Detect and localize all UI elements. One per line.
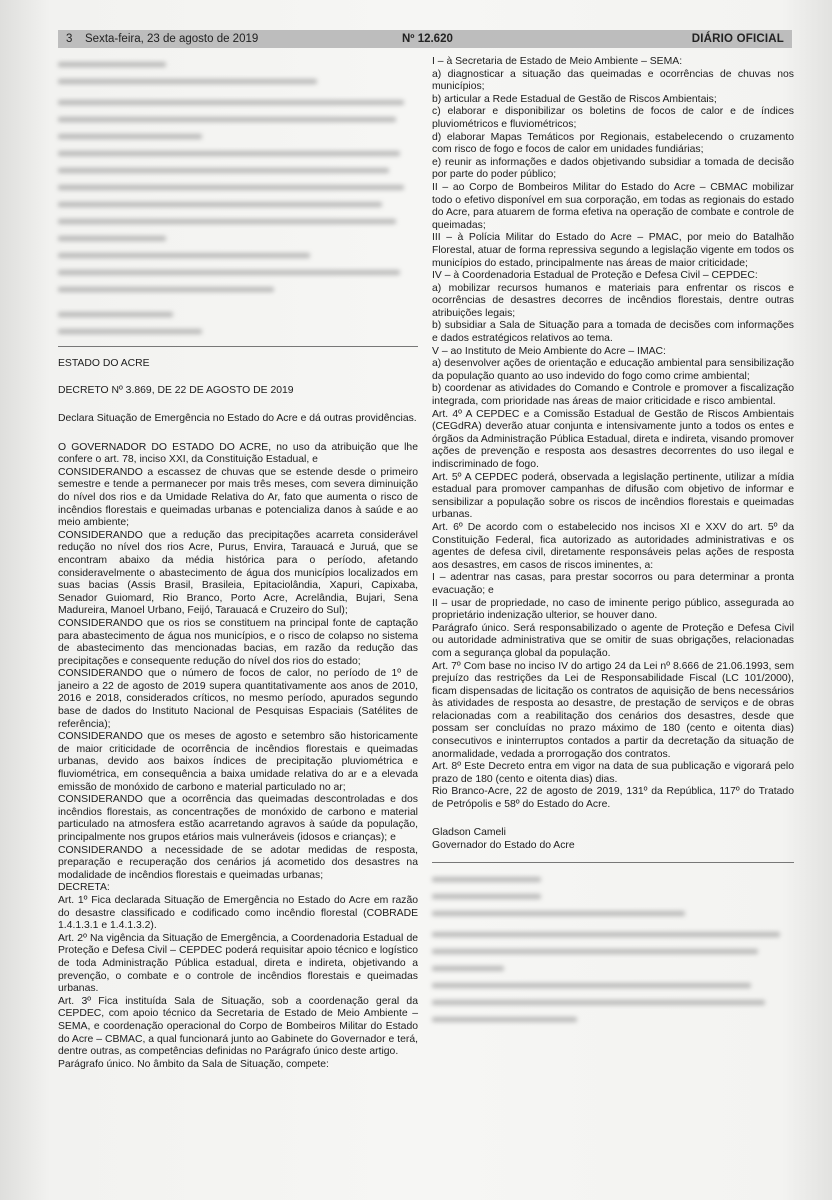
paragraph: e) reunir as informações e dados objetivando subsidiar a tomada de decisão por parte do poder público; (432, 156, 794, 181)
paragraph: I – à Secretaria de Estado de Meio Ambiente – SEMA: (432, 56, 683, 67)
paragraph: d) elaborar Mapas Temáticos por Regionais, estabelecendo o cruzamento com risco de fogo e focos de calor em unidades fundiárias; (432, 131, 794, 156)
paragraph: CONSIDERANDO que o número de focos de calor, no período de 1º de janeiro a 22 de agosto de 2019 supera quantitativamente aos anos de 2010, 2016 e 2018, considerados críticos, no mesmo período, apurados segundo base de dados do Instituto Nacional de Pesquisas Espaciais (Satélites de referência); (58, 668, 418, 730)
paragraph: II – ao Corpo de Bombeiros Militar do Estado do Acre – CBMAC mobilizar todo o efetivo disponível em sua corporação, em todas as regionais do estado do Acre, para atuarem de forma efetiva na operação de combate e controle de queimadas; (432, 181, 794, 231)
decree-body-right (432, 56, 794, 812)
paragraph: b) articular a Rede Estadual de Gestão de Riscos Ambientais; (432, 93, 717, 105)
issue-number: Nº 12.620 (402, 33, 453, 45)
paragraph: c) elaborar e disponibilizar os boletins de focos de calor e de índices pluviométricos e fluviométricos; (432, 106, 794, 130)
paragraph: CONSIDERANDO que a ocorrência das queimadas descontroladas e dos incêndios florestais, as concentrações de monóxido de carbono e material particulado na atmosfera estão acarretando agravos à saúde da população, principalmente nos grupos etários mais vulneráveis (idosos e crianças); e (58, 794, 418, 843)
signature-name: Gladson Cameli (432, 826, 506, 838)
paragraph: DECRETA: (58, 882, 110, 894)
paragraph: Art. 7º Com base no inciso IV do artigo 24 da Lei nº 8.666 de 21.06.1993, sem prejuízo das restrições da Lei de Responsabilidade Fiscal (LC 101/2000), ficam dispensadas de licitação os contratos de aquisição de bens necessários às atividades de resposta ao desastre, de prestação de serviços e de obras relacionadas com a reabilitação dos cenários dos desastres, desde que possam ser concluídas no prazo máximo de 180 (cento e oitenta dias) consecutivos e ininterruptos contados a partir da decretação da situação de anormalidade, vedada a prorrogação dos contratos. (432, 660, 794, 760)
right-column (432, 56, 794, 1034)
paragraph: a) desenvolver ações de orientação e educação ambiental para sensibilização da população quanto ao uso indevido do fogo como crime ambiental; (432, 358, 794, 382)
state-heading: ESTADO DO ACRE (58, 358, 150, 369)
paragraph: Art. 2º Na vigência da Situação de Emergência, a Coordenadoria Estadual de Proteção e Defesa Civil – CEPDEC poderá requisitar apoio técnico e logístico de toda Administração Pública estadual, direta e indireta, objetivando a prevenção, o combate e o controle de incêndios florestais e queimadas urbanas. (58, 932, 418, 995)
paragraph: I – adentrar nas casas, para prestar socorros ou para determinar a pronta evacuação; e (432, 572, 794, 596)
paragraph: CONSIDERANDO a necessidade de se adotar medidas de resposta, preparação e recuperação dos cenários já acometido dos desastres na modalidade de incêndios florestais e queimadas urbanas; (58, 844, 418, 881)
paragraph: Art. 1º Fica declarada Situação de Emergência no Estado do Acre em razão do desastre classificado e codificado como incêndio florestal (COBRADE 1.4.1.3.1 e 1.4.1.3.2). (58, 894, 418, 932)
signature-role: Governador do Estado do Acre (432, 839, 575, 851)
paragraph: a) mobilizar recursos humanos e materiais para enfrentar os riscos e ocorrências de desastres decorres de incêndios florestais, dentre outras atribuições legais; (432, 282, 794, 319)
paragraph: CONSIDERANDO a escassez de chuvas que se estende desde o primeiro semestre e tende a permanecer por mais três meses, com severa diminuição do nível dos rios e da Umidade Relativa do Ar, fato que aumenta o risco de incêndios florestais e queimadas urbanas e potencializa danos à saúde e ao meio ambiente; (58, 466, 418, 529)
paragraph: CONSIDERANDO que a redução das precipitações acarreta considerável redução no nível dos rios Acre, Purus, Envira, Tarauacá e Juruá, que se encontram abaixo da média histórica para o período, afetando consideravelmente o abastecimento de água dos municípios localizados em suas bacias (Assis Brasil, Brasileia, Epitaciolândia, Xapuri, Capixaba, Senador Guiomard, Rio Branco, Porto Acre, Acrelândia, Bujari, Sena Madureira, Manoel Urbano, Feijó, Tarauacá e Cruzeiro do Sul); (58, 529, 418, 617)
decree-title: DECRETO Nº 3.869, DE 22 DE AGOSTO DE 2019 (58, 385, 294, 396)
paragraph: Art. 8º Este Decreto entra em vigor na data de sua publicação e vigorará pelo prazo de 180 (cento e oitenta dias) dias. (432, 761, 794, 785)
paragraph: Art. 3º Fica instituída Sala de Situação, sob a coordenação geral da CEPDEC, com apoio técnico da Secretaria de Estado de Meio Ambiente – SEMA, e coordenação operacional do Corpo de Bombeiros Militar do Estado do Acre – CBMAC, a qual funcionará junto ao Gabinete do Governador e terá, dentre outras, as competências definidas no Parágrafo único deste artigo. (58, 995, 418, 1058)
paragraph: III – à Polícia Militar do Estado do Acre – PMAC, por meio do Batalhão Florestal, atuar de forma repressiva segundo a legislação vigente em todos os municípios do estado, principalmente nas áreas de maior criticidade; (432, 232, 794, 269)
paragraph: Art. 4º A CEPDEC e a Comissão Estadual de Gestão de Riscos Ambientais (CEGdRA) deverão atuar conjunta e intensivamente junto a todos os entes e órgãos da Administração Pública Estadual, direta e indireta, visando promover ações de prevenção e resposta aos desastres decorrentes do uso ilegal e indiscriminado de fogo. (432, 408, 794, 470)
paragraph: CONSIDERANDO que os meses de agosto e setembro são historicamente de maior criticidade de ocorrência de incêndios florestais e queimadas urbanas, devido aos baixos índices de precipitação pluviométrica e fluviométrica, em consequência a baixa umidade relativa do ar e a elevada emissão de monóxido de carbono e material particulado no ar; (58, 731, 418, 793)
paragraph: Rio Branco-Acre, 22 de agosto de 2019, 131º da República, 117º do Tratado de Petrópolis e 58º do Estado do Acre. (432, 786, 794, 811)
decree-summary: Declara Situação de Emergência no Estado do Acre e dá outras providências. (58, 413, 417, 424)
paragraph: b) coordenar as atividades do Comando e Controle e promover a fiscalização integrada, com prioridade nas áreas de maior criticidade e risco ambiental. (432, 383, 794, 408)
page-number: 3 (66, 33, 73, 45)
blurred-previous-act (58, 62, 418, 334)
paragraph: O GOVERNADOR DO ESTADO DO ACRE, no uso da atribuição que lhe confere o art. 78, inciso XXI, da Constituição Estadual, e (58, 441, 418, 466)
paragraph: Parágrafo único. No âmbito da Sala de Situação, compete: (58, 1058, 329, 1070)
paragraph: V – ao Instituto de Meio Ambiente do Acre – IMAC: (432, 345, 666, 357)
issue-date: Sexta-feira, 23 de agosto de 2019 (85, 33, 259, 45)
paragraph: Art. 5º A CEPDEC poderá, observada a legislação pertinente, utilizar a mídia estadual para promover campanhas de difusão com objetivo de informar e sensibilizar a população sobre os riscos de incêndios florestais e queimadas urbanas. (432, 471, 794, 521)
decree-body-left (58, 442, 418, 1072)
page-header (58, 30, 792, 48)
left-column (58, 56, 418, 1071)
blurred-next-act (432, 877, 794, 1022)
paragraph: IV – à Coordenadoria Estadual de Proteção e Defesa Civil – CEPDEC: (432, 270, 758, 282)
section-divider (58, 346, 418, 347)
section-divider (432, 862, 794, 863)
paragraph: Parágrafo único. Será responsabilizado o agente de Proteção e Defesa Civil ou autoridade administrativa que se omitir de suas obrigações, relacionadas com a segurança global da população. (432, 622, 794, 659)
paragraph: b) subsidiar a Sala de Situação para a tomada de decisões com informações e dados estratégicos relativos ao tema. (432, 320, 794, 345)
paragraph: CONSIDERANDO que os rios se constituem na principal fonte de captação para abastecimento de água nos municípios, e o risco de colapso no sistema de abastecimento das mencionadas bacias, em razão da redução das precipitações e consequente redução do nível dos rios do estado; (58, 617, 418, 667)
publication-title: DIÁRIO OFICIAL (691, 33, 784, 45)
paragraph: a) diagnosticar a situação das queimadas e ocorrências de chuvas nos municípios; (432, 68, 794, 93)
paragraph: II – usar de propriedade, no caso de iminente perigo público, assegurada ao proprietário indenização ulterior, se houver dano. (432, 597, 794, 622)
paragraph: Art. 6º De acordo com o estabelecido nos incisos XI e XXV do art. 5º da Constituição Federal, fica autorizado as autoridades administrativas e os agentes de defesa civil, diretamente responsáveis pelas ações de resposta aos desastres, em casos de riscos iminentes, a: (432, 521, 794, 571)
